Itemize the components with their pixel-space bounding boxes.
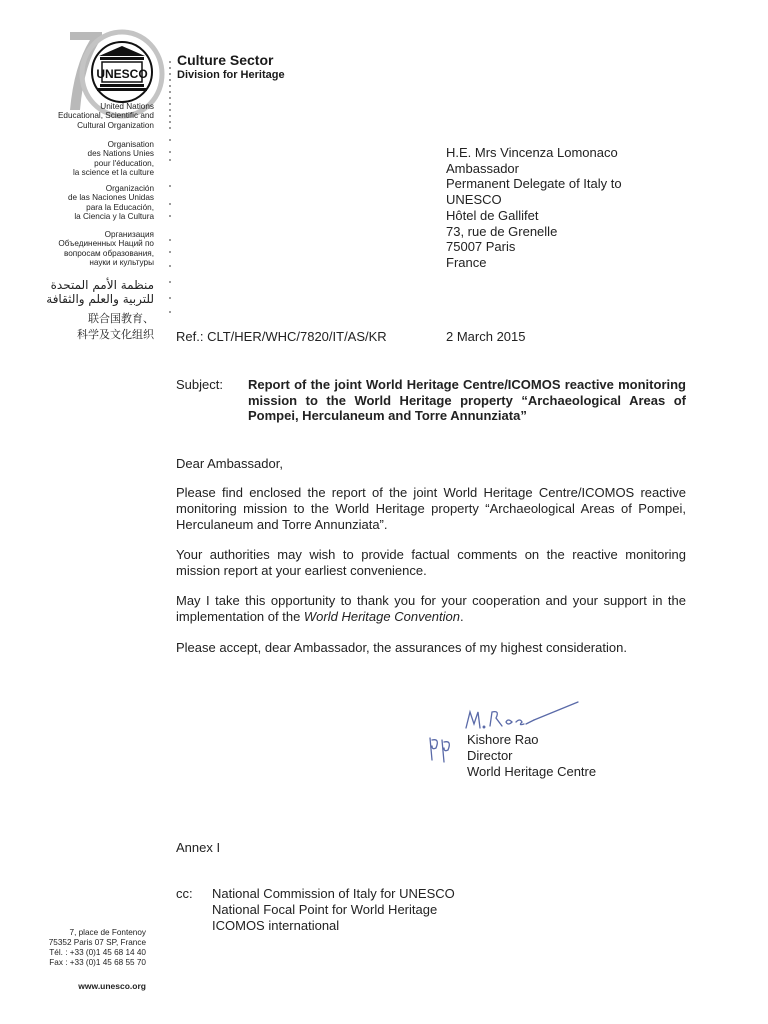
footer-address: 7, place de Fontenoy 75352 Paris 07 SP, France Tél. : +33 (0)1 45 68 14 40 Fax : +33 (0)1 45 68 55 70 [48,928,146,967]
org-name-ru: Организация Объединенных Наций по вопросам образования, науки и культуры [58,230,154,267]
annex-note: Annex I [176,840,221,855]
paragraph-1: Please find enclosed the report of the joint World Heritage Centre/ICOMOS reactive monitoring mission to the World Heritage property “Archaeological Areas of Pompei, Herculaneum and Torre Annunziata”. [176,485,686,532]
recipient-address: H.E. Mrs Vincenza Lomonaco Ambassador Permanent Delegate of Italy to UNESCO Hôtel de Gallifet 73, rue de Grenelle 75007 Paris France [446,145,622,270]
signer-org: World Heritage Centre [467,764,597,779]
org-name-ar: منظمة الأمم المتحدة للتربية والعلم والثقافة [46,278,154,306]
cc-item: National Focal Point for World Heritage [212,902,438,917]
signer-title: Director [467,748,513,763]
signer-block [467,732,596,780]
cc-item: ICOMOS international [212,918,340,933]
cc-list [212,886,455,934]
paragraph-3: May I take this opportunity to thank you for your cooperation and your support in the implementation of the World Heritage Convention. [176,593,686,624]
org-name-fr: Organisation des Nations Unies pour l'éducation, la science et la culture [72,140,154,177]
org-name-zh: 联合国教育、 科学及文化组织 [77,312,154,341]
sector-title: Culture Sector [177,52,274,68]
subject-text: Report of the joint World Heritage Centre/ICOMOS reactive monitoring mission to the World Heritage property “Archaeological Areas of Pompei, Herculaneum and Torre Annunziata” [248,377,686,423]
signer-name: Kishore Rao [467,732,539,747]
paragraph-2: Your authorities may wish to provide factual comments on the reactive monitoring mission report at your earliest convenience. [176,547,686,578]
dotted-separator [167,56,173,336]
cc-item: National Commission of Italy for UNESCO [212,886,455,901]
letter-date: 2 March 2015 [446,329,526,344]
org-name-en: United Nations Educational, Scientific and Cultural Organization [57,102,154,130]
org-name-es: Organización de las Naciones Unidas para la Educación, la Ciencia y la Cultura [67,184,154,221]
reference-number: Ref.: CLT/HER/WHC/7820/IT/AS/KR [176,329,387,344]
division-title: Division for Heritage [177,69,285,81]
svg-text:UNESCO: UNESCO [96,67,148,81]
subject-label: Subject: [176,377,223,392]
salutation: Dear Ambassador, [176,456,283,471]
footer-website: www.unesco.org [78,981,146,991]
cc-label: cc: [176,886,193,901]
paragraph-4: Please accept, dear Ambassador, the assurances of my highest consideration. [176,640,627,655]
